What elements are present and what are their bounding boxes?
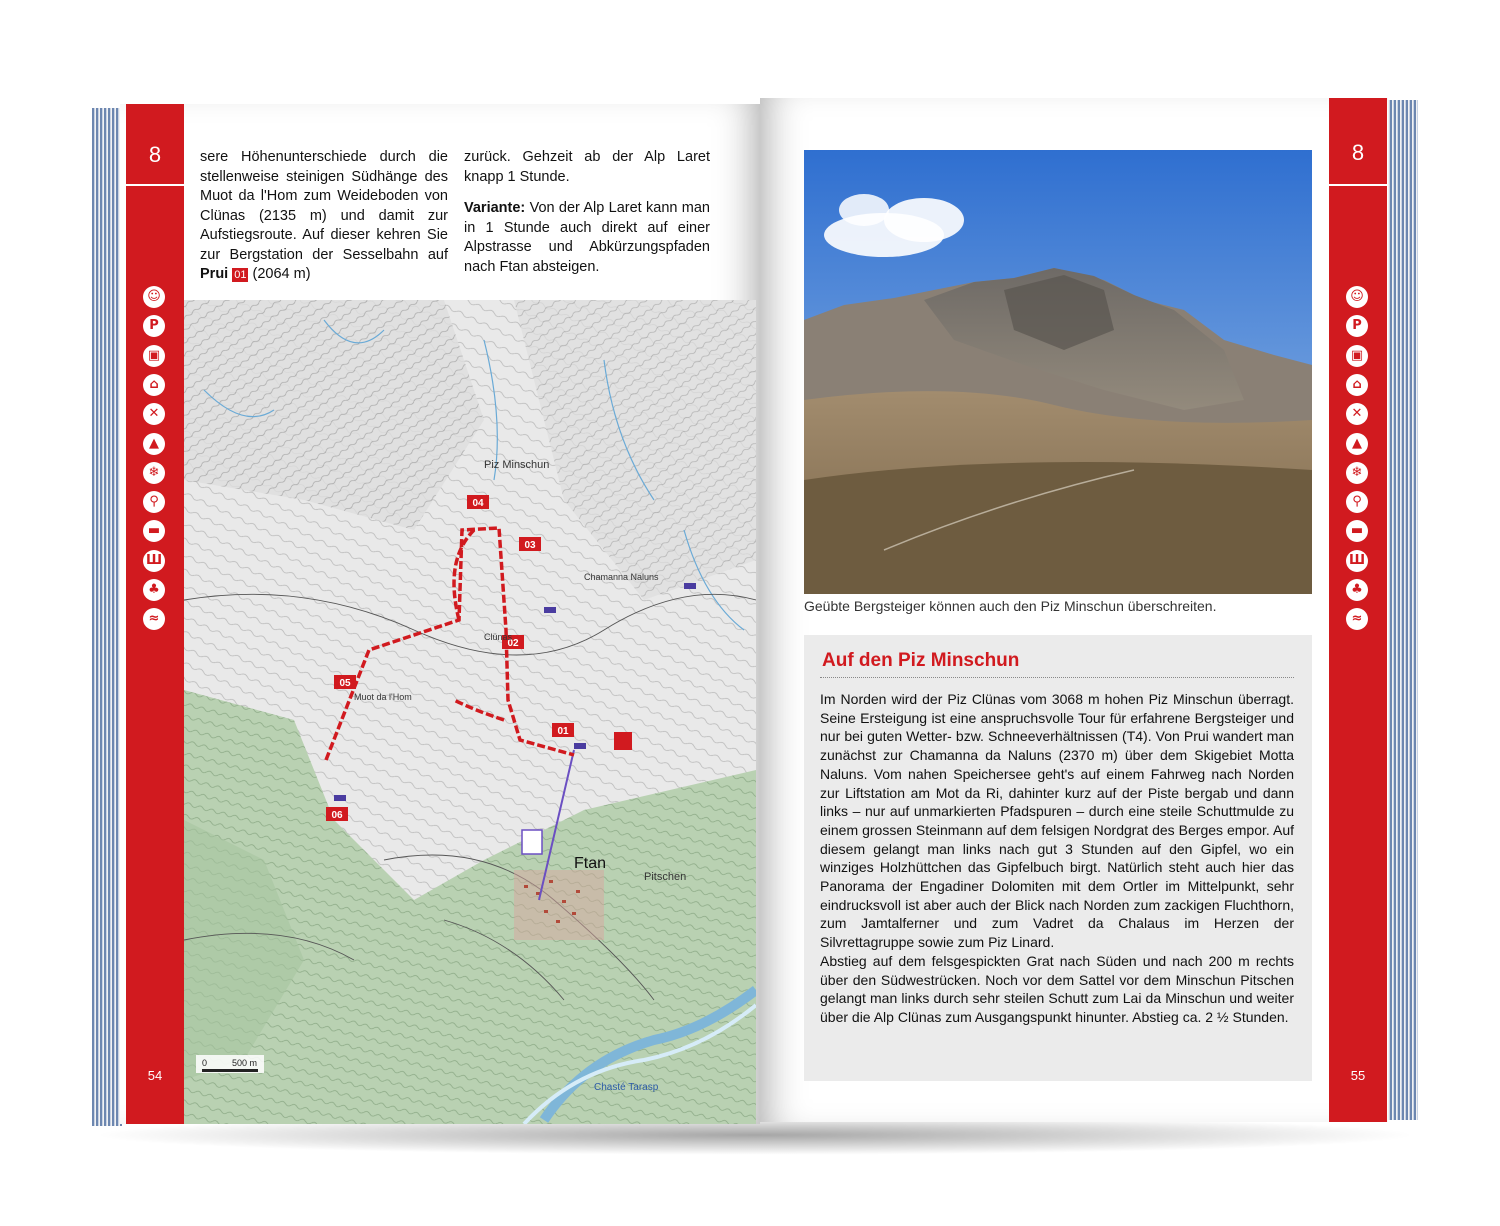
text-column-2 [464,148,710,289]
right-chapter-bar [1329,98,1387,1122]
hut-icon: ▲ [143,433,165,455]
tree-icon: ♣ [143,579,165,601]
column1-bold: Prui [200,266,229,282]
left-chapter-bar [126,104,184,1124]
page-number: 55 [1350,1068,1366,1083]
info-box-text [820,690,1294,1027]
waypoint-03: 03 [524,540,536,551]
chapter-divider [1329,184,1387,186]
variant-label: Variante: [464,200,526,216]
hut-icon: ▲ [1346,433,1368,455]
bear-icon: ☺ [1346,286,1368,308]
info-box-paragraph-1: Im Norden wird der Piz Clünas vom 3068 m hohen Piz Minschun überragt. Seine Ersteigung ist eine anspruchsvolle Tour für erfahrene Bergsteiger und nur bei guten Wetter- bzw. Schneeverhältnissen (T4). Von Prui wandert man zunächst zur Chamanna da Naluns (2370 m) über dem Skigebiet Motta Naluns. Vom nahen Speichersee geht's auf einem Fahrweg nach Norden zur Liftstation am Mot da Ri, dahinter kurz auf der Piste bergab und dann links – nur auf unmarkierten Pfadspuren – durch eine steile Schuttmulde zu einem grossen Steinmann auf dem felsigen Nordgrat des Berges empor. Auf diesem gelangt man links nach gut 3 Stunden auf den Gipfel, wo ein winziges Holzhüttchen das Gipfelbuch birgt. Natürlich steht auch hier das Panorama der Engadiner Dolomiten mit dem Ortler im Mittelpunkt, sehr eindrucksvoll ist aber auch der Blick nach Norden zum zackigen Fluchthorn, zum Jamtalferner und zum Vadret da Chalaus im Herzen der Silvrettagruppe sowie zum Piz Linard. [820,691,1294,951]
waypoint-04: 04 [472,498,484,509]
waypoint-01: 01 [557,726,569,737]
mountain-photo [804,150,1312,594]
waypoint-02: 02 [507,638,519,649]
bus-icon: ▣ [1346,345,1368,367]
cablecar-icon: ⌂ [1346,374,1368,396]
swim-icon: ≈ [143,608,165,630]
bike-icon: ⚲ [1346,491,1368,513]
snowflake-icon: ❄ [1346,462,1368,484]
map-label-muot: Muot da l'Hom [354,692,412,702]
bus-icon: ▣ [143,345,165,367]
map-label-tarasp: Chasté Tarasp [594,1082,659,1093]
column1-text: sere Höhenunterschiede durch die stellenweise steinigen Südhänge des Muot da l'Hom zum Weideboden von Clünas (2135 m) und damit zur Aufstiegsroute. Auf dieser kehren Sie zur Bergstation der Sesselbahn auf [200,149,448,263]
map-label-naluns: Chamanna Naluns [584,572,659,582]
scale-zero: 0 [202,1058,208,1068]
swim-icon: ≈ [1346,608,1368,630]
waypoint-06: 06 [331,810,343,821]
chapter-number: 8 [148,142,162,167]
tree-icon: ♣ [1346,579,1368,601]
bed-icon: ▬ [143,520,165,542]
museum-icon: Ш [1346,550,1368,572]
map-label-minschun: Piz Minschun [484,459,550,471]
page-stack-right [1384,100,1418,1120]
map-label-pitschen: Pitschen [644,871,687,883]
info-box-title: Auf den Piz Minschun [822,650,1020,671]
column1-tail: (2064 m) [252,266,311,282]
page-number: 54 [147,1068,163,1083]
bed-icon: ▬ [1346,520,1368,542]
waypoint-05: 05 [339,678,351,689]
chapter-divider [126,184,184,186]
page-stack-left [92,108,122,1126]
restaurant-icon: ✕ [143,403,165,425]
scale-label: 500 m [232,1058,258,1068]
parking-icon: P [143,315,165,337]
map-scale-bar [196,1055,264,1073]
topographic-map [184,300,756,1124]
map-label-cluenas: Clünas [484,632,513,642]
cablecar-icon: ⌂ [143,374,165,396]
snowflake-icon: ❄ [143,462,165,484]
chapter-number: 8 [1351,140,1365,165]
bear-icon: ☺ [143,286,165,308]
variant-text: Von der Alp Laret kann man in 1 Stunde auch direkt auf einer Alpstrasse und Abkürzungspfaden nach Ftan absteigen. [464,200,710,275]
scale-line [202,1069,258,1072]
waypoint-badge: 01 [234,269,247,281]
photo-caption: Geübte Bergsteiger können auch den Piz Minschun überschreiten. [804,598,1217,614]
restaurant-icon: ✕ [1346,403,1368,425]
map-label-ftan: Ftan [574,855,607,872]
parking-icon: P [1346,315,1368,337]
bike-icon: ⚲ [143,491,165,513]
text-column-1 [200,148,448,297]
museum-icon: Ш [143,550,165,572]
info-box-rule [820,677,1294,678]
info-box-paragraph-2: Abstieg auf dem felsgespickten Grat nach Süden und nach 200 m rechts über den Südwestrücken. Noch vor dem Sattel vor dem Minschun Pitschen gelangt man links durch sehr steilen Schutt zum Lai da Minschun und weiter über die Alp Clünas zum Ausgangspunkt hinunter. Abstieg ca. 2 ½ Stunden. [820,952,1294,1025]
column2-paragraph: zurück. Gehzeit ab der Alp Laret knapp 1 Stunde. [464,149,710,185]
